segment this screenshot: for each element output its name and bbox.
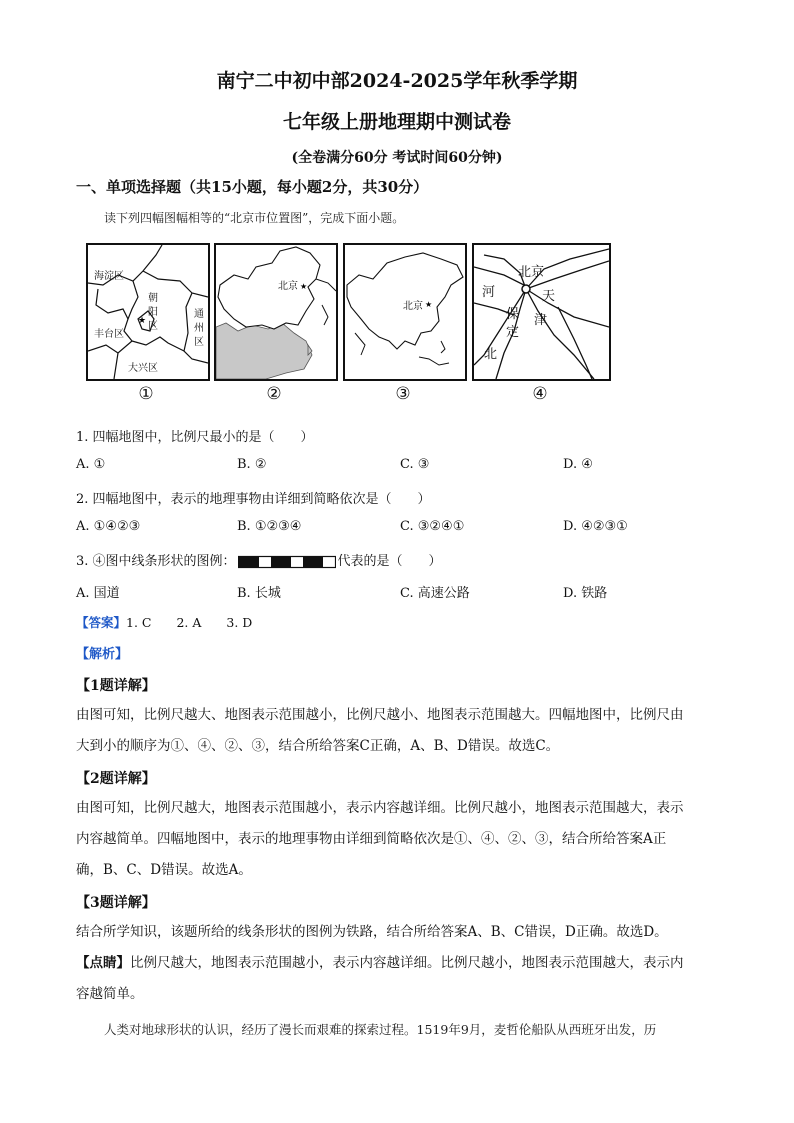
question-2-option-c[interactable]: C. ③②④① xyxy=(400,519,465,534)
map-1-label-zhou: 州 xyxy=(194,323,204,334)
question-1-option-a[interactable]: A. ① xyxy=(76,457,106,472)
exam-title: 七年级上册地理期中测试卷 xyxy=(282,111,511,133)
map-1-caption: ① xyxy=(138,384,154,404)
detail-3-line-1: 结合所学知识，该题所给的线条形状的图例为铁路，结合所给答案A、B、C错误，D正确。故选D。 xyxy=(76,924,668,940)
map-1-label-haidian: 海淀区 xyxy=(94,271,124,282)
map-3-asia xyxy=(343,243,467,381)
capital-star-icon: ★ xyxy=(300,282,308,291)
question-3-option-c[interactable]: C. 高速公路 xyxy=(400,586,470,601)
map-2-china xyxy=(214,243,338,381)
question-3-option-d[interactable]: D. 铁路 xyxy=(563,586,608,601)
detail-1-line-1: 由图可知，比例尺越大、地图表示范围越小，比例尺越小、地图表示范围越大。四幅地图中，比例尺由 xyxy=(76,707,684,723)
answer-line xyxy=(76,613,252,631)
question-3-stem-start: 3. ④图中线条形状的图例： xyxy=(76,554,236,569)
answer-label: 【答案】 xyxy=(76,615,127,630)
section-intro: 读下列四幅图幅相等的“北京市位置图”，完成下面小题。 xyxy=(104,211,405,225)
map-1-label-chao: 朝 xyxy=(148,293,158,304)
capital-star-icon: ★ xyxy=(138,316,147,326)
question-2-option-a[interactable]: A. ①④②③ xyxy=(76,519,141,534)
map-4-label-tian: 天 xyxy=(542,289,556,304)
detail-2-heading: 【2题详解】 xyxy=(76,771,156,787)
question-1-option-c[interactable]: C. ③ xyxy=(400,457,430,472)
section-heading: 一、单项选择题（共15小题，每小题2分，共30分） xyxy=(76,178,429,196)
map-4-label-ding: 定 xyxy=(506,325,520,340)
question-2-option-b[interactable]: B. ①②③④ xyxy=(237,519,302,534)
question-2-option-d[interactable]: D. ④②③① xyxy=(563,519,628,534)
map-4-label-he: 河 xyxy=(482,285,496,300)
map-4-label-bao: 保 xyxy=(506,307,520,322)
map-3-graphic xyxy=(345,245,465,379)
map-4-label-beijing: 北京 xyxy=(518,265,545,280)
detail-1-heading: 【1题详解】 xyxy=(76,678,156,694)
map-2-graphic xyxy=(216,245,336,379)
exam-subtitle: (全卷满分60分 考试时间60分钟) xyxy=(291,150,503,166)
map-1-label-fengtai: 丰台区 xyxy=(94,329,124,340)
question-1-option-d[interactable]: D. ④ xyxy=(563,457,593,472)
tip-text-1: 比例尺越大，地图表示范围越小，表示内容越详细。比例尺越小，地图表示范围越大，表示内 xyxy=(130,955,684,971)
next-passage-text: 人类对地球形状的认识，经历了漫长而艰难的探索过程。1519年9月，麦哲伦船队从西班牙出发，历 xyxy=(104,1022,657,1037)
question-1-option-b[interactable]: B. ② xyxy=(237,457,267,472)
analysis-label: 【解析】 xyxy=(76,647,129,662)
map-3-caption: ③ xyxy=(395,384,411,404)
capital-star-icon: ★ xyxy=(425,300,433,309)
map-1-beijing-districts xyxy=(86,243,210,381)
tip-line-2: 容越简单。 xyxy=(76,986,144,1002)
question-2-stem: 2. 四幅地图中，表示的地理事物由详细到简略依次是（ ） xyxy=(76,492,431,507)
map-4-caption: ④ xyxy=(532,384,548,404)
question-1-stem: 1. 四幅地图中，比例尺最小的是（ ） xyxy=(76,430,314,445)
page-title: 南宁二中初中部2024-2025学年秋季学期 xyxy=(216,70,578,92)
detail-2-line-1: 由图可知，比例尺越大，地图表示范围越小，表示内容越详细。比例尺越小，地图表示范围越大，表示 xyxy=(76,800,684,816)
railway-legend-icon xyxy=(238,554,336,570)
detail-1-line-2: 大到小的顺序为①、④、②、③，结合所给答案C正确，A、B、D错误。故选C。 xyxy=(76,738,560,754)
map-4-railways xyxy=(472,243,611,381)
answer-text: 1. C 2. A 3. D xyxy=(126,615,253,630)
tip-line-1 xyxy=(76,948,684,979)
map-4-label-jin: 津 xyxy=(534,313,548,328)
question-3-option-b[interactable]: B. 长城 xyxy=(237,586,281,601)
tip-label: 【点睛】 xyxy=(76,955,130,971)
map-1-label-yang: 阳 xyxy=(148,307,158,318)
map-4-label-bei: 北 xyxy=(484,347,498,362)
question-3-option-a[interactable]: A. 国道 xyxy=(76,586,120,601)
map-2-label-beijing: 北京 xyxy=(278,281,298,292)
map-3-label-beijing: 北京 xyxy=(403,301,423,312)
question-3-stem xyxy=(76,550,442,570)
map-2-caption: ② xyxy=(266,384,282,404)
map-1-label-qu2: 区 xyxy=(194,337,204,348)
map-1-label-qu: 区 xyxy=(148,321,158,332)
detail-2-line-3: 确，B、C、D错误。故选A。 xyxy=(76,862,252,878)
detail-3-heading: 【3题详解】 xyxy=(76,895,156,911)
detail-2-line-2: 内容越简单。四幅地图中，表示的地理事物由详细到简略依次是①、④、②、③，结合所给答案A正 xyxy=(76,831,667,847)
question-3-stem-end: 代表的是（ ） xyxy=(337,554,442,569)
map-1-label-tong: 通 xyxy=(194,309,204,320)
map-1-label-daxing: 大兴区 xyxy=(128,363,158,374)
